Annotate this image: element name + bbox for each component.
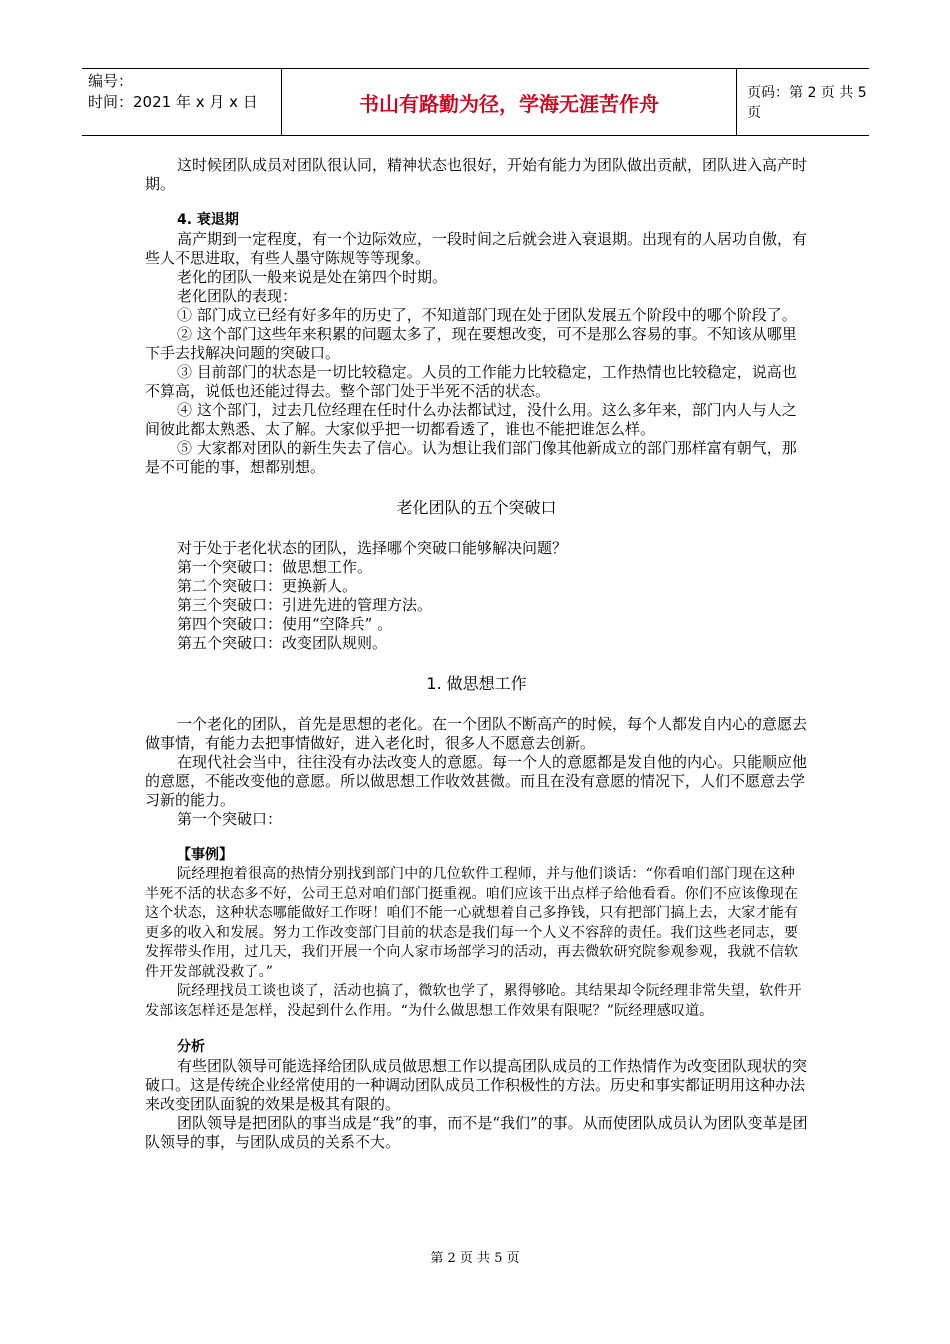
aging-sign-item: ① 部门成立已经有好多年的历史了，不知道部门现在处于团队发展五个阶段中的哪个阶段了。 <box>177 306 797 324</box>
stage4-paragraph-3: 老化团队的表现： <box>177 287 298 305</box>
analysis-paragraph-1: 有些团队领导可能选择给团队成员做思想工作以提高团队成员的工作热情作为改变团队现状的突破口。这是传统企业经常使用的一种调动团队成员工作积极性的方法。历史和事实都证明用这种办法来改变团队面貌的效果是极其有限的。 <box>145 1057 808 1113</box>
header-motto: 书山有路勤为径，学海无涯苦作舟 <box>282 69 737 135</box>
aging-sign-item: ② 这个部门这些年来积累的问题太多了，现在要想改变，可不是那么容易的事。不知该从哪里下手去找解决问题的突破口。 <box>145 325 797 362</box>
breakthrough-question: 对于处于老化状态的团队，选择哪个突破口能够解决问题？ <box>177 539 568 557</box>
aging-sign-item: ④ 这个部门，过去几位经理在任时什么办法都试过，没什么用。这么多年来，部门内人与人之间彼此都太熟悉、太了解。大家似乎把一切都看透了，谁也不能把谁怎么样。 <box>145 401 797 438</box>
example-label: 【事例】 <box>177 847 233 863</box>
page-footer: 第 2 页 共 5 页 <box>430 1251 520 1266</box>
breakthrough-item: 第一个突破口：做思想工作。 <box>177 558 373 576</box>
analysis-paragraph-2: 团队领导是把团队的事当成是“我”的事，而不是“我们”的事。从而使团队成员认为团队变革是团队领导的事，与团队成员的关系不大。 <box>145 1114 808 1151</box>
breakthrough-item: 第四个突破口：使用“空降兵” 。 <box>177 615 393 633</box>
stage4-heading: 4. 衰退期 <box>177 212 239 228</box>
intro-paragraph: 这时候团队成员对团队很认同，精神状态也很好，开始有能力为团队做出贡献，团队进入高产时期。 <box>145 156 808 193</box>
thought-paragraph-1: 一个老化的团队，首先是思想的老化。在一个团队不断高产的时候，每个人都发自内心的意愿去做事情，有能力去把事情做好，进入老化时，很多人不愿意去创新。 <box>145 715 808 752</box>
stage4-paragraph-1: 高产期到一定程度，有一个边际效应，一段时间之后就会进入衰退期。出现有的人居功自傲，有些人不思进取，有些人墨守陈规等等现象。 <box>145 230 808 267</box>
header-meta <box>82 69 282 135</box>
header-page-info: 页码：第 2 页 共 5 页 <box>747 85 867 121</box>
breakthrough-item: 第二个突破口：更换新人。 <box>177 577 358 595</box>
subsection-heading: 1. 做思想工作 <box>426 674 527 693</box>
thought-paragraph-3: 第一个突破口： <box>177 810 283 828</box>
section-heading: 老化团队的五个突破口 <box>396 498 557 517</box>
breakthrough-item: 第五个突破口：改变团队规则。 <box>177 634 388 652</box>
aging-sign-item: ③ 目前部门的状态是一切比较稳定。人员的工作能力比较稳定，工作热情也比较稳定，说高也不算高，说低也还能过得去。整个部门处于半死不活的状态。 <box>145 363 797 400</box>
document-body <box>145 156 808 1152</box>
analysis-label: 分析 <box>177 1039 205 1055</box>
example-paragraph-1: 阮经理抱着很高的热情分别找到部门中的几位软件工程师，并与他们谈话：“你看咱们部门现在这种半死不活的状态多不好，公司王总对咱们部门挺重视。咱们应该干出点样子给他看看。你们不应该像现在这个状态，这种状态哪能做好工作呀！咱们不能一心就想着自己多挣钱，只有把部门搞上去，大家才能有更多的收入和发展。努力工作改变部门目前的状态是我们每一个人义不容辞的责任。我们这些老同志，要发挥带头作用，过几天，我们开展一个向人家市场部学习的活动，再去微软研究院参观参观，我就不信软件开发部就没救了。” <box>145 866 799 980</box>
example-paragraph-2: 阮经理找员工谈也谈了，活动也搞了，微软也学了，累得够呛。其结果却令阮经理非常失望，软件开发部该怎样还是怎样，没起到什么作用。“为什么做思想工作效果有限呢？”阮经理感叹道。 <box>145 983 802 1019</box>
document-number-label: 编号： <box>88 72 134 90</box>
breakthrough-item: 第三个突破口：引进先进的管理方法。 <box>177 596 433 614</box>
document-date: 时间：2021 年 x 月 x 日 <box>88 93 258 111</box>
aging-sign-item: ⑤ 大家都对团队的新生失去了信心。认为想让我们部门像其他新成立的部门那样富有朝气，那是不可能的事，想都别想。 <box>145 439 797 476</box>
thought-paragraph-2: 在现代社会当中，往往没有办法改变人的意愿。每一个人的意愿都是发自他的内心。只能顺应他的意愿，不能改变他的意愿。所以做思想工作收效甚微。而且在没有意愿的情况下，人们不愿意去学习新的能力。 <box>145 753 808 809</box>
page-header <box>82 68 869 136</box>
stage4-paragraph-2: 老化的团队一般来说是处在第四个时期。 <box>177 268 448 286</box>
